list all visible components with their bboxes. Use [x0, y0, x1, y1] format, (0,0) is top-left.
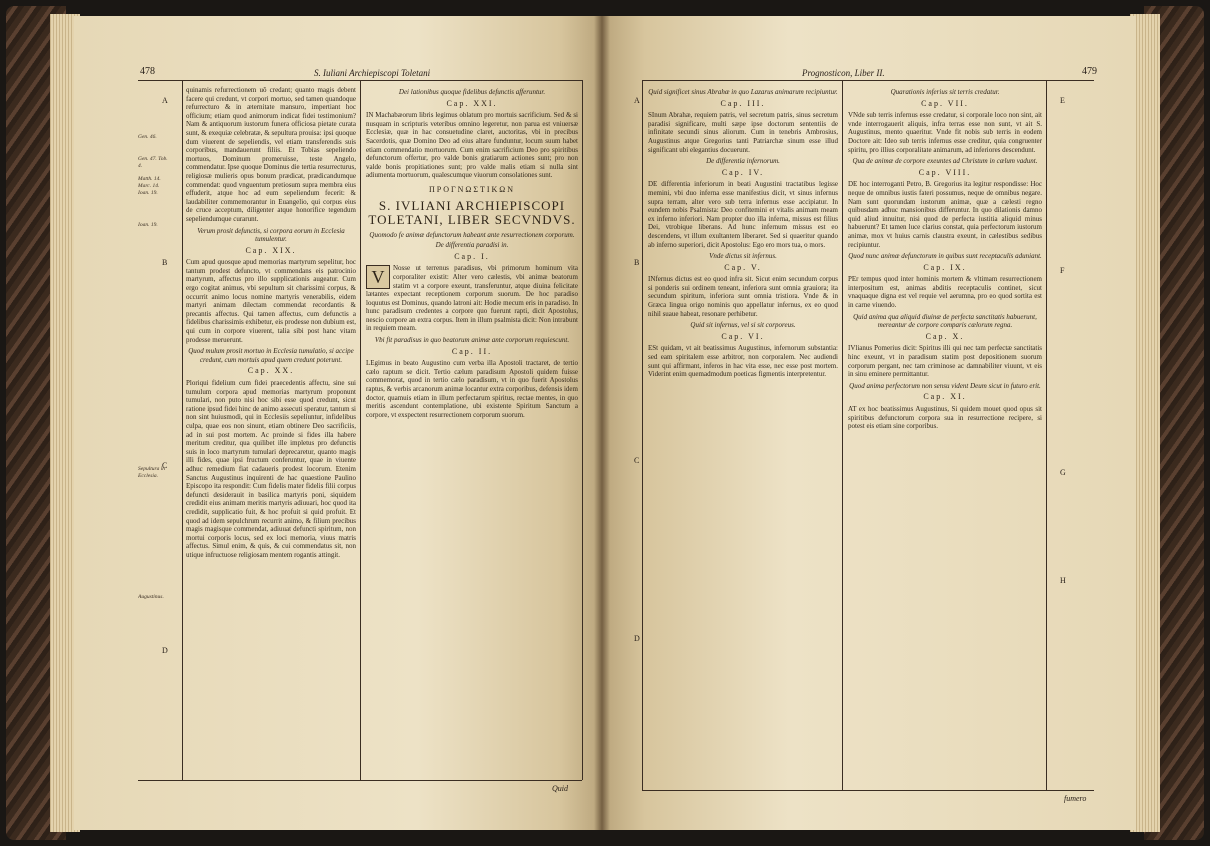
marginal-letter: B — [634, 258, 640, 267]
right-page — [602, 16, 1136, 830]
text-block: Cum apud quosque apud memorias martyrum sepelitur, hoc tantum prodest defuncto, vt commendans eis patrocinio martyrum, affectus pro illo supplicationis augeatur. Cum ergo cogitat animus, vbi sepultum sit charissimi corpus, & occurrit animo locus nomine martyris venerabilis, eidem martyri animam dilectam commendat recordantis & precantis affectus. Qui tamen affectus, cum defunctis a fidelibus charissimis exhibetur, eis prodesse non dubium est, qui cum in corpore viuerent, talia sibi post hanc vitam prodesse meruerunt. — [186, 258, 356, 344]
text-block: IVlianus Pomerius dicit: Spiritus illi qui nec tam perfectæ sanctitatis hinc exeunt, vt in paradisum statim post depositionem suorum corporum pergant, nec tam criminose ac damnabiliter viuunt, vt eis in sinu eminere permittantur. — [848, 344, 1042, 379]
greek-title: ΠΡΟΓΝΩΣΤΙΚΩΝ — [428, 184, 516, 194]
marginal-letter: B — [162, 258, 168, 267]
catchword: fumero — [1064, 794, 1087, 803]
text-block: DE differentia inferiorum in beati Augustini tractatibus legisse memini, vbi duo inferna esse manifestius dicit, vt sinus infernus supra terram, alter vero sub terra infernus esse accipiatur. In eundem nobis Psalmista: Deo confitemini et vitalis animam meam ex inferno inferiori. Nam propter duo illa inferna, missus est filius Dei, vtrobique liberans. Ad hunc infernum missus est eo descendens, vt illum exultantem liberaret. Sed si quaeritur quando ab inferno superiori, dicit Apostolus: Ego ero mors tua, o mors. — [648, 180, 838, 249]
right-page-number: 479 — [1082, 66, 1097, 77]
text-block: quinamis refurrectionem uõ credant; quanto magis debent facere qui credunt, vt corpori mortuo, sed tamen quandoque refurrecturo & in æternitate mansuro, impertiant hoc officium; etiam quod animorum indicat fidei testimonium? Nam & antiquorum iustorum funera officiosa pietate curata sunt, & exequiæ celebratæ, & sepultura prouisa: ipsi quoque dum viuerent de sepeliendis, vel etiam transferendis suis corporibus, mandauerunt filiis. Et Tobias sepeliendo mortuos, Dominum promeruisse, teste Angelo, commendatur. Ipse quoque Dominus die tertia resurrecturus, religiosæ mulieris opus bonum prædicat, prædicandumque commendat: quod vnguentum pretiosum supra membra eius effuderit, atque hoc ad eum sepeliendum fecerit: & laudabiliter commemorantur in Euangelio, qui corpus eius de cruce acceptum, diligenter atque honorifice tegendum sepeliendumque curarunt. — [186, 86, 356, 223]
text-block: Ploriqui fidelium cum fidei praecedentis affectu, sine sui tumulum corpora apud memorias martyrum proponunt tumulari, non puto nisi hoc sibi esse quod credunt, sicut ratione ipsud fidei hinc de animo assecuti speratur, tantum si non sint huiusmodi, qui in Ecclesiis sepeliuntur, infidelibus culpa, quae eos non sinunt, etiam obtinere Deo sacrificiis, ad in sui post mortem. Ac proinde si fides illa habere meritum creditur, qua quilibet ille impletus pro defunctis suis in loco martyrum tumulari deprecaretur, quanto magis illi fides, quae ipsi fructum conferuntur, quae in viuente adhuc remedium fiat cadaueris prodest locorum. Etenim Sanctus Augustinus inquirenti de hac quaestione Paulino Episcopo ita respondit: Cum fidelis mater fidelis filii corpus defuncti desiderauit in basilica martyris poni, siquidem credidit eius animam meritis martyris adiuuari, hoc quod ita credidit, supplicatio fuit, & hoc profuit si quid profuit. Et quod ad idem sepulchrum recurrit animo, & filium precibus magis magisque commendat, adiuuat defuncti spiritum, non mortui corporis locus, sed ex loci memoria, viuus matris affectus. Simul enim, & quis, & cui commendatus sit, non utique infructuose religiosam mentem rogantis attingit. — [186, 379, 356, 559]
marginal-letter: D — [634, 634, 640, 643]
chapter-summary: Dei lationibus quoque fidelibus defunctis afferuntur. — [398, 88, 546, 96]
chapter-heading: Cap. III. — [720, 98, 766, 108]
left-margin-rule — [182, 80, 183, 780]
chapter-summary: Quid sit infernus, vel si sit corporeus. — [690, 321, 796, 330]
margin-note: Sepultura in Ecclesia. — [138, 466, 166, 479]
chapter-summary: Verum prosit defunctis, si corpora eorum in Ecclesia tumulentur. — [197, 226, 345, 244]
chapter-summary: Quarationis inferius sit terris credatur. — [890, 88, 1000, 96]
chapter-heading: Cap. XIX. — [245, 245, 297, 255]
chapter-summary: Quod anima perfectorum non sensu vident Deum sicut in futuro erit. — [849, 381, 1041, 390]
text-block: LEgimus in beato Augustino cum verba illa Apostoli tractaret, de tertio cælo raptum se dicit. Tertio cælum paradisum Apostoli quidem fuisse commemorat, quod in tertio cælo paradisum, vt in quo fuerit Apostolus raptus, & verbis arcanorum animæ locantur extra corporibus, defensis idem doctor, quamuis etiam in illum perfectarum spiritus, rectae mentes, in quo meritis ascendunt contemplatione, ubi existente Spiritum Sanctum a corpore, vt exspectent resurrectionem corporum suorum. — [366, 359, 578, 419]
chapter-summary: Quid anima qua aliquid diuinæ de perfecta sanctitatis habuerunt, mereantur de corpore comparis cælorum regna. — [853, 312, 1037, 330]
chapter-heading: Cap. VII. — [921, 98, 969, 108]
chapter-summary: De differentia infernorum. — [706, 157, 780, 166]
chapter-heading: Cap. IV. — [721, 167, 765, 177]
left-footer-rule — [138, 780, 582, 781]
chapter-heading: Cap. XXI. — [446, 98, 498, 108]
chapter-summary: Quod mulum prosit mortuo in Ecclesia tumulatio, si accipe credunt, cum mortuis apud quem credunt poterunt. — [188, 347, 354, 364]
chapter-summary: Qua de animæ de corpore exeuntes ad Christum in cælum vadunt. — [852, 157, 1038, 166]
marginal-letter: E — [1060, 96, 1065, 105]
chapter-heading: Cap. V. — [724, 262, 762, 272]
text-block: IN Machabæorum libris legimus oblatum pro mortuis sacrificium. Sed & si nusquam in scripturis veteribus omnino legeretur, non parua est vniuersæ Ecclesiæ, quæ in hac consuetudine claret, auctoritas, vbi in precibus Sacerdotis, quæ Domino Deo ad eius altare funduntur, locum suum habet etiam commendatio mortuorum. Cum enim sacrificium Deo pro spiritibus defunctorum offertur, pro valde bonis gratiarum actiones sunt; pro non valde bonis propitiationes sunt; pro valde malis etiam si nulla sint adiumenta mortuorum, qualescumque viuorum consolationes sunt. — [366, 111, 578, 180]
right-margin-rule — [1046, 80, 1047, 790]
marginal-letter: A — [634, 96, 640, 105]
chapter-summary: De differentia paradisi in. — [435, 241, 509, 250]
chapter-heading: Cap. VIII. — [918, 167, 972, 177]
margin-note: Gen. 46. — [138, 134, 157, 140]
book-title: S. IVLIANI ARCHIEPISCOPI TOLETANI, LIBER SECVNDVS. — [368, 197, 576, 227]
chapter-heading: Cap. I. — [454, 251, 490, 261]
chapter-heading: Cap. X. — [925, 331, 965, 341]
margin-note: Ioan. 19. — [138, 222, 158, 228]
left-outer-rule — [582, 80, 583, 780]
text-block: V Nosse ut terrenus paradisus, vbi primorum hominum vita corporaliter existit: Alter vero cælestis, vbi animæ beatorum statim vt a corpore exeunt, transferuntur, atque diuina felicitate lætantes expectant receptionem corporum suorum. De hoc paradiso loquutus est Dominus, quando latroni ait: Hodie mecum eris in paradiso. In hunc paradisum credentes a corpore quo fuerunt rapti, dicit Apostolus, nescio corpore an extra corpus. Item in illum psalmista dicit: Non intrabunt in requiem meam. — [366, 264, 578, 333]
marginal-letter: C — [634, 456, 640, 465]
margin-note: Matth. 14. Marc. 14. Ioan. 19. — [138, 176, 161, 196]
left-page — [74, 16, 602, 830]
chapter-heading: Cap. VI. — [721, 331, 765, 341]
margin-note: Augustinus. — [138, 594, 164, 600]
chapter-heading: Cap. XX. — [247, 366, 295, 376]
text-block: AT ex hoc beatissimus Augustinus, Si quidem mouet quod opus sit spiritibus defunctorum corpora sua in resurrectione recipere, si potest eis etiam sine corporibus. — [848, 405, 1042, 431]
marginal-letter: G — [1060, 468, 1066, 477]
left-page-number: 478 — [140, 66, 155, 77]
chapter-heading: Cap. II. — [451, 346, 493, 356]
right-column-rule — [842, 80, 843, 790]
marginal-letter: F — [1060, 266, 1065, 275]
marginal-letter: D — [162, 646, 168, 655]
right-header-rule — [642, 80, 1094, 81]
left-running-head: S. Iuliani Archiepiscopi Toletani — [314, 68, 431, 78]
left-column-1 — [186, 86, 356, 776]
chapter-heading: Cap. XI. — [923, 392, 967, 402]
text-block: DE hoc interroganti Petro, B. Gregorius ita legitur respondisse: Hoc neque de omnibus iustis fateri possumus, neque de omnibus negare. Nam sunt quorundam iustorum animæ, quæ a cælesti regno quibusdam adhuc mansionibus differuntur. In quo dilationis damno quid aliud innuitur, nisi quod de perfecta iustitia aliquid minus habuerunt? Et tamen luce clarius constat, quia perfectorum iustorum animæ, mox vt huius carnis claustra exeunt, in cælestibus sedibus recipiuntur. — [848, 180, 1042, 249]
marginal-letter: C — [162, 461, 168, 470]
left-column-rule — [360, 80, 361, 780]
chapter-summary: Quid significet sinus Abrahæ in quo Lazarus animarum recipiuntur. — [648, 88, 838, 96]
margin-note: Gen. 47. Tob. 4. — [138, 156, 168, 169]
chapter-summary: Vbi fit paradisus in quo beatorum animæ ante corporum requiescunt. — [374, 336, 570, 345]
book-gutter — [594, 16, 610, 830]
catchword: Quid — [552, 784, 568, 793]
marginal-letter: H — [1060, 576, 1066, 585]
left-column-2 — [366, 86, 578, 776]
text-block: INfernus dictus est eo quod infra sit. Sicut enim secundum corpus si ponderis sui ordinem teneant, inferiora sunt omnia grauiora; ita secundum spiritum, inferiora sunt omnia tristiora. Vnde & in Græca lingua origo nominis quo appellatur infernus, ex eo quod nihil suaue habeat, resonare perhibetur. — [648, 275, 838, 318]
text-block: PEr tempus quod inter hominis mortem & vltimam resurrectionem interpositum est, animas abditis receptaculis continet, sicut vnaquaque digna est vel requie vel aerumna, pro eo quod sortita est in carne viuendo. — [848, 275, 1042, 310]
marginal-letter: A — [162, 96, 168, 105]
decorated-initial: V — [366, 265, 390, 289]
text-block: ESt quidam, vt ait beatissimus Augustinus, infernorum substantia: sed eam spiritalem esse arbitror, non corporalem. Nec audiendi sunt qui affirmant, inferos in hac vita esse, nec esse post mortem. Viderint enim quemadmodum poeticas figmentis interpretentur. — [648, 344, 838, 379]
chapter-summary: Quod nunc animæ defunctorum in quibus sunt receptaculis aduniant. — [848, 252, 1042, 261]
text-block: SInum Abrahæ, requiem patris, vel secretum patris, sinus secretum paradisi significare, multi sæpe ipse doctorum sententiis de infinitate secundi sinus aliorum. Cum in tenebris Ambrosius, Augustinus atque Gregorius tanti Patriarchæ sinum esse illud significant ubi elegantius docuerunt. — [648, 111, 838, 154]
book-subtitle: Quomodo fe animæ defunctorum habeant ante resurrectionem corporum. — [369, 230, 575, 239]
right-column-2 — [848, 86, 1042, 786]
chapter-summary: Vnde dictus sit infernus. — [709, 252, 777, 261]
chapter-heading: Cap. IX. — [923, 262, 967, 272]
right-footer-rule — [642, 790, 1094, 791]
right-column-1 — [648, 86, 838, 786]
text-block: VNde sub terris infernus esse credatur, si corporale loco non sint, ait vnde interrogauerit aliquis, infra terras esse non sunt, vt ait S. Augustinus, mento quaeritur. Vnde fit nobis sub terris in eodem Doctore ait: Ideo sub terris infernus esse creditur, quia congruenter spiritu, pro illius corporalitate animarum, ad inferiores descendunt. — [848, 111, 1042, 154]
right-inner-rule — [642, 80, 643, 790]
right-running-head: Prognosticon, Liber II. — [802, 68, 885, 78]
